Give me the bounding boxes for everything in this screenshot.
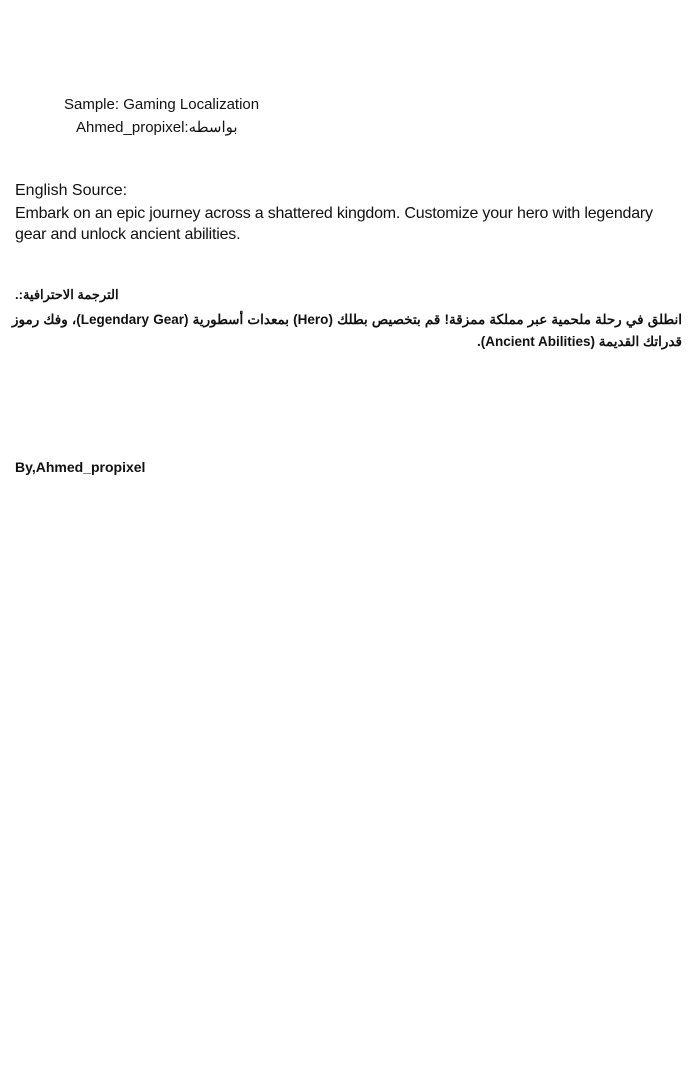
english-source-text: Embark on an epic journey across a shattered kingdom. Customize your hero with legendary gear and unlock ancient abilities. — [15, 205, 653, 243]
document-title: Sample: Gaming Localization — [64, 96, 260, 113]
author-byline: بواسطه:Ahmed_propixel — [76, 119, 238, 136]
english-source-label: English Source: — [15, 182, 128, 199]
translation-label: الترجمة الاحترافية:. — [15, 287, 119, 302]
footer-credit: By,Ahmed_propixel — [15, 459, 146, 475]
translation-text: انطلق في رحلة ملحمية عبر مملكة ممزقة! قم بتخصيص بطلك (Hero) بمعدات أسطورية (Legendary Gear)، وفك رموز قدراتك القديمة (Ancient Abilities). — [12, 312, 683, 349]
